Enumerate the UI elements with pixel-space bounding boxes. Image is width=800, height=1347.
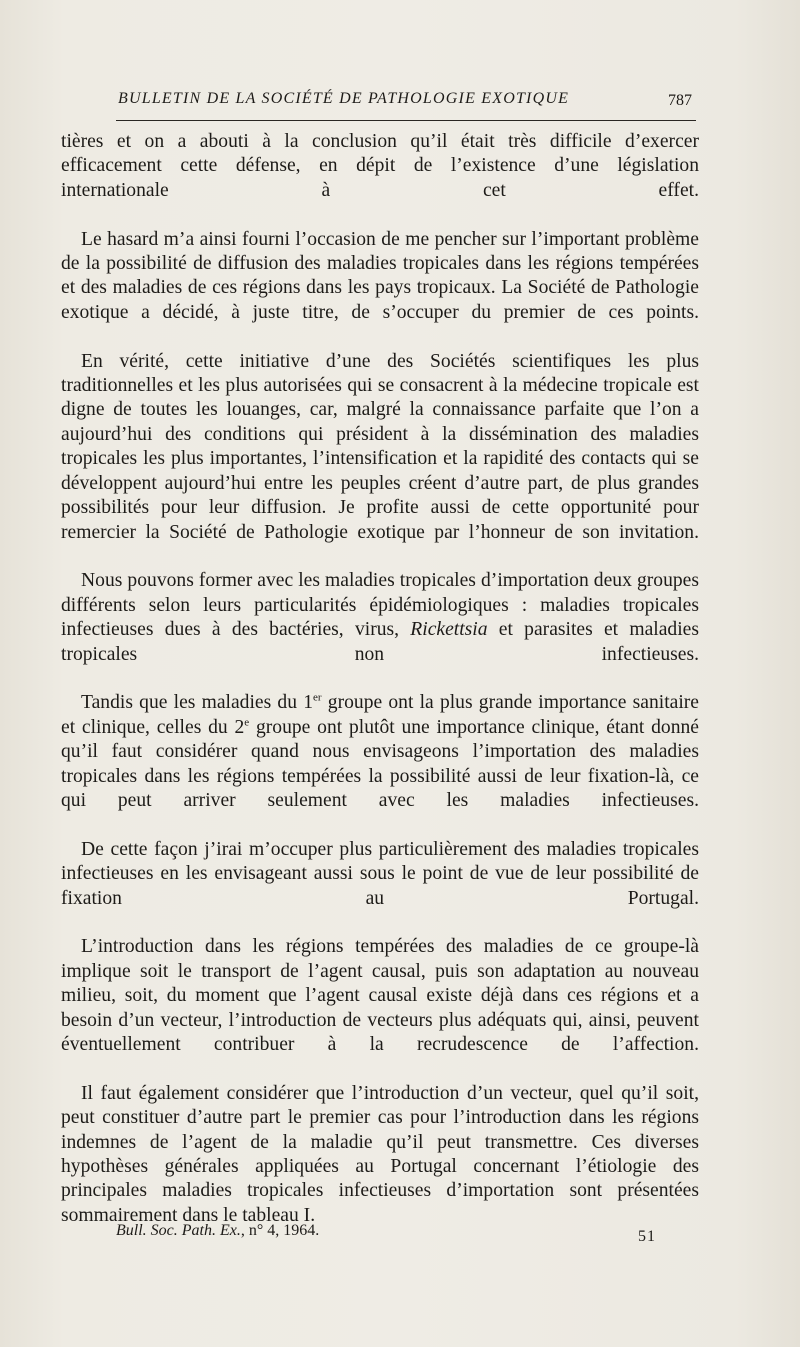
paragraph-2: Le hasard m’a ainsi fourni l’occasion de me pencher sur l’important problème de la possibilité de diffusion des maladies tropicales dans les régions tempérées et des maladies de ces régions dans les pays tropicaux. La Société de Pathologie exotique a décidé, à juste titre, de s’occuper du premier de ces points. (61, 228, 699, 323)
superscript-e: e (244, 716, 250, 729)
paragraph-5-text-a: Tandis que les maladies du 1 (81, 692, 314, 714)
paragraph-5 (61, 691, 699, 837)
page-number: 787 (668, 92, 692, 109)
paragraph-3: En vérité, cette initiative d’une des Sociétés scientifiques les plus traditionnelles et les plus autorisées qui se consacrent à la médecine tropicale est digne de toutes les louanges, car, malgré la connaissance parfaite que l’on a aujourd’hui des conditions qui président à la dissémination des maladies tropicales les plus importantes, l’intensification et la rapidité des contacts qui se développent aujourd’hui entre les peuples créent d’autre part, de plus grandes possibilités pour leur diffusion. Je profite aussi de cette opportunité pour remercier la Société de Pathologie exotique par l’honneur de son invitation. (61, 350, 699, 543)
paragraph-7: L’introduction dans les régions tempérées des maladies de ce groupe-là implique soit le transport de l’agent causal, puis son adaptation au nouveau milieu, soit, du moment que l’agent causal existe déjà dans ces régions et a besoin d’un vecteur, l’introduction de vecteurs plus adéquats qui, ainsi, peuvent éventuellement contribuer à la recrudescence de l’affection. (61, 936, 699, 1056)
header-rule (116, 120, 696, 121)
body-text (61, 130, 699, 1228)
paragraph-4-text-a: Nous pouvons former avec les maladies tropicales d’importation deux groupes différents selon leurs particularités épidémiologiques : maladies tropicales infectieuses dues à des bactéries, virus, (61, 570, 699, 641)
paragraph-1: tières et on a abouti à la conclusion qu’il était très difficile d’exercer efficacement cette défense, en dépit de l’existence d’une législation internationale à cet effet. (61, 131, 699, 201)
paragraph-6: De cette façon j’irai m’occuper plus particulièrement des maladies tropicales infectieuses en les envisageant aussi sous le point de vue de leur possibilité de fixation au Portugal. (61, 838, 699, 909)
issue-info: , n° 4, 1964. (240, 1222, 320, 1239)
running-header (118, 90, 698, 120)
page-footer (116, 1222, 656, 1252)
journal-abbreviation: Bull. Soc. Path. Ex. (116, 1222, 241, 1239)
paragraph-4 (61, 569, 699, 691)
citation-line (116, 1222, 319, 1240)
superscript-er: er (313, 691, 322, 704)
paragraph-5-text-b: groupe ont la plus grande importance sanitaire et clinique, celles du 2 (61, 692, 699, 738)
paragraph-8: Il faut également considérer que l’introduction d’un vecteur, quel qu’il soit, peut constituer d’autre part le premier cas pour l’introduction dans les régions indemnes de l’agent de la maladie qu’il peut transmettre. Ces diverses hypothèses générales appliquées au Portugal concernant l’étiologie des principales maladies tropicales infectieuses d’importation sont présentées sommairement dans le tableau I. (61, 1082, 699, 1226)
signature-number: 51 (638, 1228, 656, 1245)
paragraph-5-text-c: groupe ont plutôt une importance clinique, étant donné qu’il faut considérer quand nous envisageons l’importation des maladies tropicales dans les régions tempérées la possibilité aussi de leur fixation-là, ce qui peut arriver seulement avec les maladies infectieuses. (61, 716, 699, 811)
running-title: BULLETIN DE LA SOCIÉTÉ DE PATHOLOGIE EXOTIQUE (118, 90, 570, 107)
rickettsia-term: Rickettsia (410, 619, 488, 641)
paragraph-4-text-b: et parasites et maladies tropicales non infectieuses. (61, 619, 699, 665)
